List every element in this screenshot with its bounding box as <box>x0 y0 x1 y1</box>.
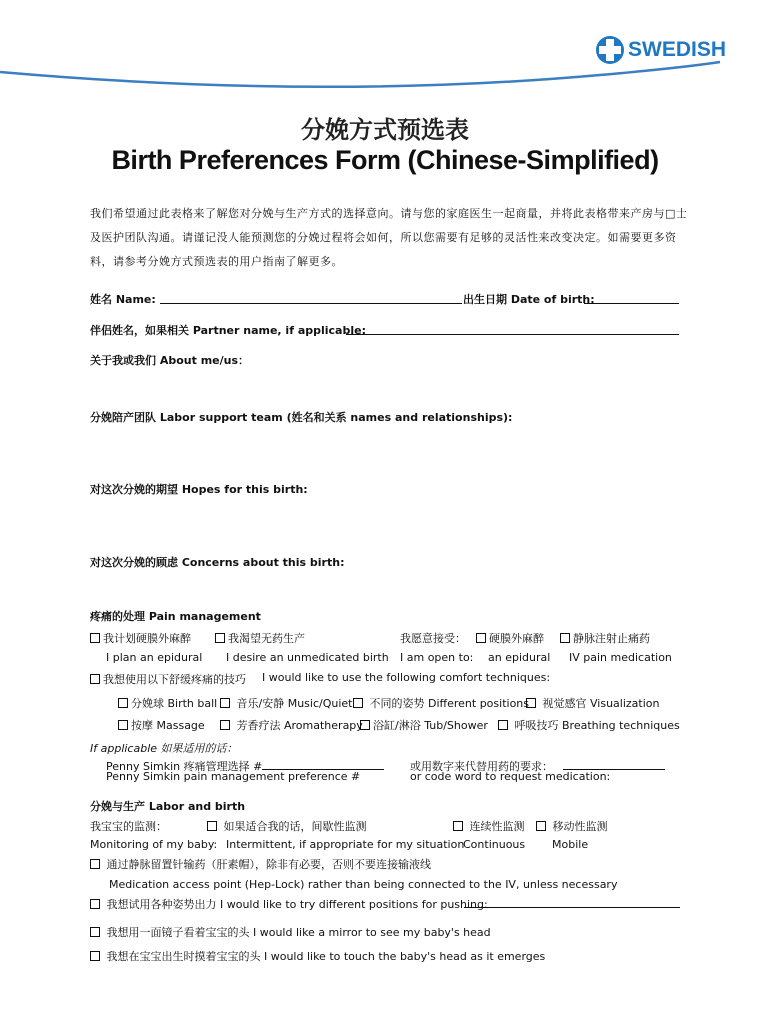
name-label: 姓名 Name: <box>90 293 156 306</box>
partner-label: 伴侣姓名，如果相关 Partner name, if applicable: <box>90 324 366 337</box>
simkin-en: Penny Simkin pain management preference # <box>106 770 361 783</box>
open-epidural-checkbox[interactable] <box>476 633 486 643</box>
continuous-checkbox[interactable] <box>453 821 463 831</box>
labor-team-label: 分娩陪产团队 Labor support team (姓名和关系 names and relationships): <box>90 411 513 424</box>
aromatherapy-checkbox[interactable] <box>220 720 230 730</box>
heplock-checkbox[interactable] <box>90 859 100 869</box>
music-checkbox[interactable] <box>220 698 230 708</box>
heplock-cn: 通过静脉留置针输药（肝素帽），除非有必要，否则不要连接输液线 <box>106 858 431 871</box>
comfort-checkbox[interactable] <box>90 674 100 684</box>
monitoring-en: Monitoring of my baby: <box>90 838 218 851</box>
heplock-en: Medication access point (Hep-Lock) rather than being connected to the IV, unless necessary <box>109 878 618 891</box>
touch-head-label: 我想在宝宝出生时摸着宝宝的头 I would like to touch the baby's head as it emerges <box>106 950 546 963</box>
code-word-cn: 或用数字来代替用药的要求： <box>410 760 553 773</box>
pushing-label: 我想试用各种姿势出力 I would like to try different positions for pushing: <box>106 898 488 911</box>
positions-checkbox[interactable] <box>353 698 363 708</box>
music-label: 音乐/安静 Music/Quiet <box>236 697 353 710</box>
tub-checkbox[interactable] <box>360 720 370 730</box>
epidural-en: I plan an epidural <box>106 651 203 664</box>
continuous-en: Continuous <box>463 838 526 851</box>
epidural-cn: 我计划硬膜外麻醉 <box>103 632 191 645</box>
unmedicated-en: I desire an unmedicated birth <box>226 651 389 664</box>
mobile-en: Mobile <box>552 838 589 851</box>
if-applicable-label: If applicable 如果适用的话： <box>90 742 238 755</box>
about-label: 关于我或我们 About me/us： <box>90 354 250 367</box>
birth-ball-label: 分娩球 Birth ball <box>131 697 218 710</box>
intermittent-cn: 如果适合我的话，间歇性监测 <box>223 820 367 833</box>
continuous-cn: 连续性监测 <box>469 820 525 833</box>
open-to-cn: 我愿意接受： <box>400 632 466 645</box>
open-epidural-en: an epidural <box>488 651 551 664</box>
breathing-checkbox[interactable] <box>498 720 508 730</box>
breathing-label: 呼吸技巧 Breathing techniques <box>514 719 680 732</box>
massage-checkbox[interactable] <box>118 720 128 730</box>
iv-medication-checkbox[interactable] <box>560 633 570 643</box>
unmedicated-checkbox[interactable] <box>215 633 225 643</box>
mirror-checkbox[interactable] <box>90 927 100 937</box>
cross-logo-icon <box>594 34 626 66</box>
intermittent-checkbox[interactable] <box>207 821 217 831</box>
open-epidural-cn: 硬膜外麻醉 <box>489 632 544 645</box>
unmedicated-cn: 我渴望无药生产 <box>228 632 305 645</box>
visualization-label: 视觉感官 Visualization <box>542 697 660 710</box>
simkin-cn: Penny Simkin 疼痛管理选择 # <box>106 760 263 773</box>
comfort-cn: 我想使用以下舒缓疼痛的技巧 <box>103 673 246 686</box>
pushing-checkbox[interactable] <box>90 899 100 909</box>
title-chinese: 分娩方式预选表 <box>301 116 469 144</box>
aromatherapy-label: 芳香疗法 Aromatherapy <box>236 719 363 732</box>
iv-medication-cn: 静脉注射止痛药 <box>573 632 650 645</box>
labor-heading: 分娩与生产 Labor and birth <box>90 800 246 813</box>
open-to-en: I am open to: <box>400 651 474 664</box>
massage-label: 按摩 Massage <box>131 719 205 732</box>
code-word-en: or code word to request medication: <box>410 770 611 783</box>
logo-brand: SWEDISH <box>628 38 727 61</box>
positions-label: 不同的姿势 Different positions <box>369 697 529 710</box>
name-field[interactable] <box>160 303 462 304</box>
dob-field[interactable] <box>584 303 679 304</box>
iv-medication-en: IV pain medication <box>569 651 672 664</box>
title-english: Birth Preferences Form (Chinese-Simplified) <box>111 145 659 175</box>
intro-paragraph: 我们希望通过此表格来了解您对分娩与生产方式的选择意向。请与您的家庭医生一起商量，并将此表格带来产房与□士及医护团队沟通。请谨记没人能预测您的分娩过程将会如何，所以您需要有足够的灵活性来改变决定。如需要更多资料，请参考分娩方式预选表的用户指南了解更多。 <box>90 207 688 268</box>
dob-label: 出生日期 Date of birth: <box>463 293 595 306</box>
visualization-checkbox[interactable] <box>526 698 536 708</box>
intermittent-en: Intermittent, if appropriate for my situation <box>226 838 465 851</box>
pushing-field[interactable] <box>464 907 680 908</box>
tub-label: 浴缸/淋浴 Tub/Shower <box>373 719 488 732</box>
concerns-label: 对这次分娩的顾虑 Concerns about this birth: <box>90 556 345 569</box>
partner-field[interactable] <box>346 334 679 335</box>
hopes-label: 对这次分娩的期望 Hopes for this birth: <box>90 483 308 496</box>
birth-ball-checkbox[interactable] <box>118 698 128 708</box>
mobile-cn: 移动性监测 <box>552 820 608 833</box>
mirror-label: 我想用一面镜子看着宝宝的头 I would like a mirror to see my baby's head <box>106 926 491 939</box>
monitoring-cn: 我宝宝的监测： <box>90 820 167 833</box>
pain-heading: 疼痛的处理 Pain management <box>90 610 261 623</box>
touch-head-checkbox[interactable] <box>90 951 100 961</box>
epidural-checkbox[interactable] <box>90 633 100 643</box>
mobile-checkbox[interactable] <box>536 821 546 831</box>
comfort-en: I would like to use the following comfort techniques: <box>262 671 551 684</box>
